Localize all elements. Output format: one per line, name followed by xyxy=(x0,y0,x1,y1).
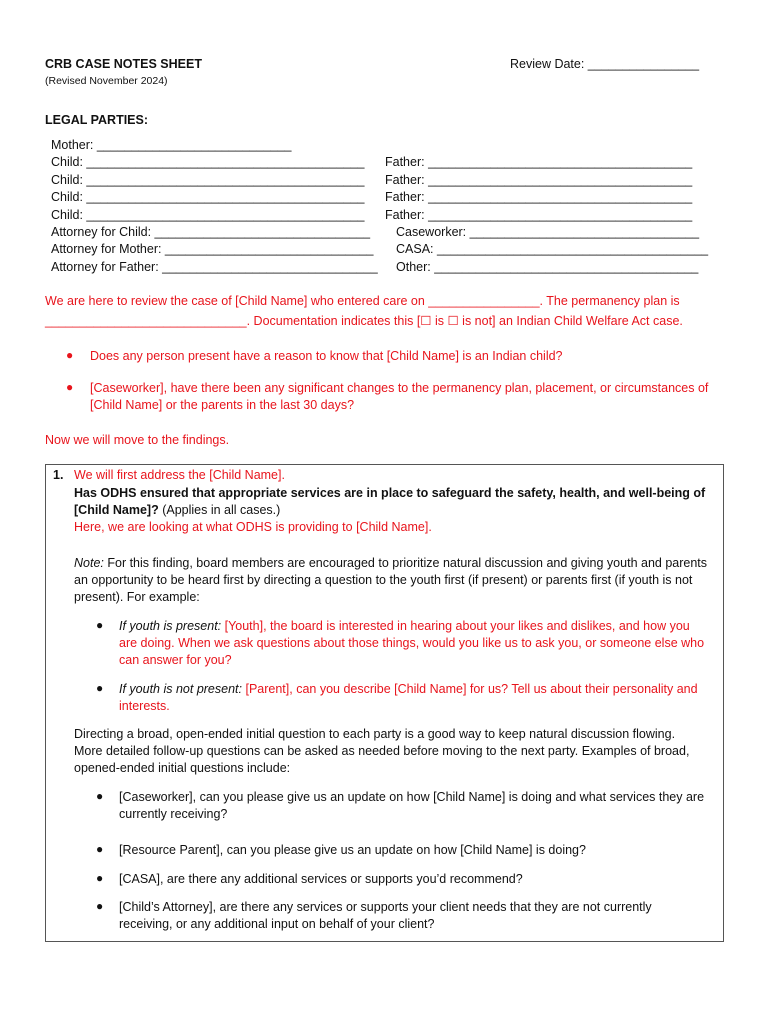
resource-parent-question: [Resource Parent], can you please give us an update on how [Child Name] is doing? xyxy=(119,843,586,857)
note-line-1 xyxy=(74,556,707,570)
bullet-icon: ● xyxy=(96,899,104,913)
example-youth-absent-line-2: interests. xyxy=(119,699,170,713)
caseworker-question-line-2: currently receiving? xyxy=(119,807,228,821)
finding-question-line-1: Has ODHS ensured that appropriate services are in place to safeguard the safety, health, and well-being of xyxy=(74,486,706,500)
note-label: Note: xyxy=(74,556,104,570)
party-left-4: Child: ________________________________________ xyxy=(51,208,365,222)
intro-line-2: _____________________________. Documentation indicates this [☐ is ☐ is not] an Indian Child Welfare Act case. xyxy=(45,314,683,328)
attorney-question-line-1: [Child’s Attorney], are there any services or supports your client needs that they are not currently xyxy=(119,900,652,914)
party-right-4: Father: ______________________________________ xyxy=(385,208,693,222)
note-line-2: an opportunity to be heard first by directing a question to the youth first (if present) or parents first (if youth is not xyxy=(74,573,693,587)
finding-looking-at: Here, we are looking at what ODHS is providing to [Child Name]. xyxy=(74,520,432,534)
bullet-icon: ● xyxy=(96,842,104,856)
party-right-7: Other: ______________________________________ xyxy=(396,260,699,274)
example-youth-absent-line-1 xyxy=(119,682,698,696)
party-left-3: Child: ________________________________________ xyxy=(51,190,365,204)
changes-question-line-2: [Child Name] or the parents in the last 30 days? xyxy=(90,398,355,412)
finding-question-applies: (Applies in all cases.) xyxy=(158,503,281,517)
party-right-1: Father: ______________________________________ xyxy=(385,155,693,169)
findings-transition: Now we will move to the findings. xyxy=(45,433,230,447)
mother-field: Mother: ____________________________ xyxy=(51,138,292,152)
party-left-6: Attorney for Mother: ______________________________ xyxy=(51,242,374,256)
attorney-question-line-2: receiving, or any additional input on behalf of your client? xyxy=(119,917,435,931)
bullet-icon: ● xyxy=(96,871,104,885)
example-youth-present-label: If youth is present: xyxy=(119,619,222,633)
directing-line-3: opened-ended initial questions include: xyxy=(74,761,291,775)
icwa-question: Does any person present have a reason to know that [Child Name] is an Indian child? xyxy=(90,349,563,363)
document-title: CRB CASE NOTES SHEET xyxy=(45,57,202,71)
directing-line-2: More detailed follow-up questions can be asked as needed before moving to the next party. Examples of broad, xyxy=(74,744,690,758)
example-youth-present-line-1 xyxy=(119,619,690,633)
bullet-icon: ● xyxy=(96,618,104,632)
bullet-icon: ● xyxy=(96,789,104,803)
caseworker-question-line-1: [Caseworker], can you please give us an update on how [Child Name] is doing and what services they are xyxy=(119,790,705,804)
party-right-6: CASA: _______________________________________ xyxy=(396,242,709,256)
party-left-2: Child: ________________________________________ xyxy=(51,173,365,187)
casa-question: [CASA], are there any additional services or supports you’d recommend? xyxy=(119,872,523,886)
bullet-icon: ● xyxy=(66,348,74,362)
revision-note: (Revised November 2024) xyxy=(45,75,168,87)
bullet-icon: ● xyxy=(66,380,74,394)
legal-parties-heading: LEGAL PARTIES: xyxy=(45,113,149,127)
finding-question-line-2 xyxy=(74,503,280,517)
party-left-5: Attorney for Child: _______________________________ xyxy=(51,225,371,239)
party-right-5: Caseworker: _________________________________ xyxy=(396,225,700,239)
directing-line-1: Directing a broad, open-ended initial question to each party is a good way to keep natural discussion flowing. xyxy=(74,727,676,741)
changes-question-line-1: [Caseworker], have there been any significant changes to the permanency plan, placement, or circumstances of xyxy=(90,381,709,395)
example-youth-present-line-3: can answer for you? xyxy=(119,653,232,667)
example-youth-present-text: [Youth], the board is interested in hearing about your likes and dislikes, and how you xyxy=(221,619,690,633)
intro-line-1: We are here to review the case of [Child Name] who entered care on ________________. The permanency plan is xyxy=(45,294,680,308)
party-left-1: Child: ________________________________________ xyxy=(51,155,365,169)
party-left-7: Attorney for Father: _______________________________ xyxy=(51,260,378,274)
bullet-icon: ● xyxy=(96,681,104,695)
finding-number: 1. xyxy=(53,468,64,482)
party-right-3: Father: ______________________________________ xyxy=(385,190,693,204)
finding-address: We will first address the [Child Name]. xyxy=(74,468,285,482)
party-right-2: Father: ______________________________________ xyxy=(385,173,693,187)
finding-question-child: [Child Name]? xyxy=(74,503,159,517)
example-youth-absent-text: [Parent], can you describe [Child Name] for us? Tell us about their personality and xyxy=(242,682,698,696)
review-date-field: Review Date: ________________ xyxy=(510,57,700,71)
example-youth-present-line-2: are doing. When we ask questions about those things, would you like us to ask you, or someone else who xyxy=(119,636,705,650)
note-line-3: present). For example: xyxy=(74,590,200,604)
note-text: For this finding, board members are encouraged to prioritize natural discussion and giving youth and parents xyxy=(103,556,708,570)
example-youth-absent-label: If youth is not present: xyxy=(119,682,242,696)
